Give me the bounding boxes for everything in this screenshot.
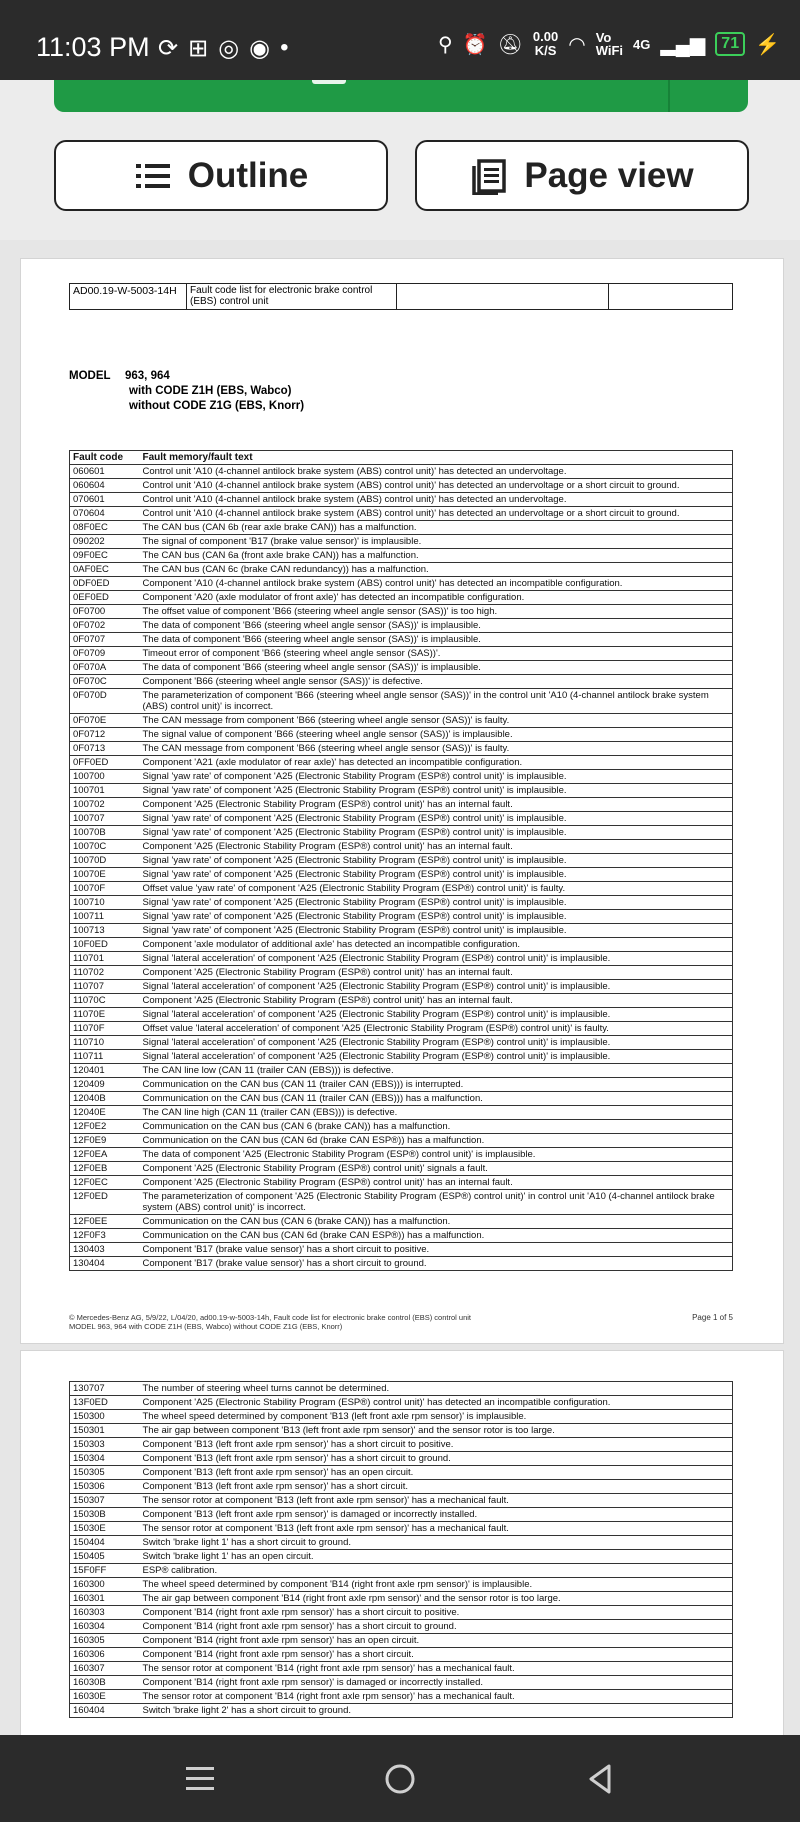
table-row bbox=[70, 1424, 733, 1438]
fault-text: The signal value of component 'B66 (steering wheel angle sensor (SAS))' is implausible. bbox=[140, 728, 733, 742]
fault-code: 110710 bbox=[70, 1036, 140, 1050]
fault-code: 150304 bbox=[70, 1452, 140, 1466]
fault-code: 0DF0ED bbox=[70, 577, 140, 591]
fault-code: 10070B bbox=[70, 826, 140, 840]
fault-code: 0FF0ED bbox=[70, 756, 140, 770]
location-icon: ⚲ bbox=[437, 33, 453, 56]
fault-text: Component 'A25 (Electronic Stability Program (ESP®) control unit)' has an internal fault. bbox=[140, 1176, 733, 1190]
fault-code: 150300 bbox=[70, 1410, 140, 1424]
fault-text: The air gap between component 'B14 (right front axle rpm sensor)' and the sensor rotor is too large. bbox=[140, 1592, 733, 1606]
fault-text: Component 'B13 (left front axle rpm sensor)' has a short circuit to positive. bbox=[140, 1438, 733, 1452]
table-row bbox=[70, 896, 733, 910]
fault-code: 100701 bbox=[70, 784, 140, 798]
dot-icon: • bbox=[280, 34, 289, 61]
fault-text: Communication on the CAN bus (CAN 11 (trailer CAN (EBS))) is interrupted. bbox=[140, 1078, 733, 1092]
table-row bbox=[70, 605, 733, 619]
network-speed: 0.00 K/S bbox=[532, 29, 559, 58]
table-row bbox=[70, 840, 733, 854]
fault-code: 0F0707 bbox=[70, 633, 140, 647]
fault-text: Signal 'lateral acceleration' of component 'A25 (Electronic Stability Program (ESP®) control unit)' is implausible. bbox=[140, 1008, 733, 1022]
battery-indicator: 71 bbox=[715, 32, 745, 56]
table-row bbox=[70, 1148, 733, 1162]
table-row bbox=[70, 493, 733, 507]
fault-text: Signal 'yaw rate' of component 'A25 (Electronic Stability Program (ESP®) control unit)' is implausible. bbox=[140, 924, 733, 938]
table-row bbox=[70, 1704, 733, 1718]
fault-text: Component 'A25 (Electronic Stability Program (ESP®) control unit)' signals a fault. bbox=[140, 1162, 733, 1176]
table-row bbox=[70, 549, 733, 563]
fault-text: The air gap between component 'B13 (left front axle rpm sensor)' and the sensor rotor is too large. bbox=[140, 1424, 733, 1438]
column-header-code: Fault code bbox=[70, 451, 140, 465]
fault-text: Communication on the CAN bus (CAN 11 (trailer CAN (EBS))) has a malfunction. bbox=[140, 1092, 733, 1106]
fault-text: Communication on the CAN bus (CAN 6 (brake CAN)) has a malfunction. bbox=[140, 1120, 733, 1134]
fault-text: Signal 'lateral acceleration' of component 'A25 (Electronic Stability Program (ESP®) control unit)' is implausible. bbox=[140, 980, 733, 994]
fault-text: The CAN message from component 'B66 (steering wheel angle sensor (SAS))' is faulty. bbox=[140, 742, 733, 756]
model-with-code: with CODE Z1H (EBS, Wabco) bbox=[129, 385, 292, 397]
fault-code: 0F0713 bbox=[70, 742, 140, 756]
document-viewer[interactable] bbox=[0, 240, 800, 1735]
charging-icon: ⚡ bbox=[755, 33, 780, 56]
fault-code: 150303 bbox=[70, 1438, 140, 1452]
status-time: 11:03 PM bbox=[36, 32, 150, 62]
fault-code: 12F0EC bbox=[70, 1176, 140, 1190]
fault-text: The parameterization of component 'A25 (Electronic Stability Program (ESP®) control unit)' in control unit 'A10 (4-channel antilock brake system (ABS) control unit)' is incorrect. bbox=[140, 1190, 733, 1215]
fault-code: 110707 bbox=[70, 980, 140, 994]
table-row bbox=[70, 1508, 733, 1522]
document-page-1 bbox=[20, 258, 784, 1344]
table-row bbox=[70, 1536, 733, 1550]
fault-code: 130707 bbox=[70, 1382, 140, 1396]
fault-text: Timeout error of component 'B66 (steering wheel angle sensor (SAS))'. bbox=[140, 647, 733, 661]
document-title: Fault code list for electronic brake control (EBS) control unit bbox=[187, 284, 397, 309]
fault-code: 08F0EC bbox=[70, 521, 140, 535]
fault-text: Control unit 'A10 (4-channel antilock brake system (ABS) control unit)' has detected an undervoltage or a short circuit to ground. bbox=[140, 507, 733, 521]
fault-code: 15F0FF bbox=[70, 1564, 140, 1578]
fault-code: 12F0EB bbox=[70, 1162, 140, 1176]
action-bar-divider bbox=[668, 80, 670, 112]
status-bar bbox=[0, 0, 800, 80]
table-row bbox=[70, 507, 733, 521]
fault-code: 060604 bbox=[70, 479, 140, 493]
table-row bbox=[70, 1008, 733, 1022]
table-row bbox=[70, 756, 733, 770]
table-row bbox=[70, 1480, 733, 1494]
fault-code: 130404 bbox=[70, 1257, 140, 1271]
table-row bbox=[70, 1452, 733, 1466]
table-row bbox=[70, 591, 733, 605]
fault-text: Component 'B17 (brake value sensor)' has a short circuit to ground. bbox=[140, 1257, 733, 1271]
fault-code-table-continued bbox=[69, 1381, 733, 1718]
fault-text: The offset value of component 'B66 (steering wheel angle sensor (SAS))' is too high. bbox=[140, 605, 733, 619]
fault-text: Component 'B13 (left front axle rpm sensor)' has a short circuit to ground. bbox=[140, 1452, 733, 1466]
fault-code: 11070E bbox=[70, 1008, 140, 1022]
fault-code: 13F0ED bbox=[70, 1396, 140, 1410]
table-row bbox=[70, 1176, 733, 1190]
table-row bbox=[70, 742, 733, 756]
fault-text: Signal 'yaw rate' of component 'A25 (Electronic Stability Program (ESP®) control unit)' is implausible. bbox=[140, 868, 733, 882]
fault-code: 0F070D bbox=[70, 689, 140, 714]
fault-text: The CAN bus (CAN 6b (rear axle brake CAN)) has a malfunction. bbox=[140, 521, 733, 535]
table-row bbox=[70, 910, 733, 924]
list-icon bbox=[134, 157, 172, 195]
fault-code: 060601 bbox=[70, 465, 140, 479]
fault-code: 0F070A bbox=[70, 661, 140, 675]
fault-code: 110701 bbox=[70, 952, 140, 966]
model-without-code: without CODE Z1G (EBS, Knorr) bbox=[129, 400, 305, 412]
fault-text: Signal 'lateral acceleration' of component 'A25 (Electronic Stability Program (ESP®) control unit)' is implausible. bbox=[140, 1036, 733, 1050]
fault-code: 100702 bbox=[70, 798, 140, 812]
table-row bbox=[70, 938, 733, 952]
table-header-row bbox=[70, 451, 733, 465]
fault-code: 160301 bbox=[70, 1592, 140, 1606]
table-row bbox=[70, 1634, 733, 1648]
table-row bbox=[70, 675, 733, 689]
whatsapp-icon: ◎ bbox=[218, 35, 240, 62]
fault-code-table bbox=[69, 450, 733, 1271]
table-row bbox=[70, 854, 733, 868]
table-row bbox=[70, 689, 733, 714]
page-view-label: Page view bbox=[524, 155, 694, 195]
fault-text: The parameterization of component 'B66 (steering wheel angle sensor (SAS))' in the control unit 'A10 (4-channel antilock brake system (ABS) control unit)' is incorrect. bbox=[140, 689, 733, 714]
table-row bbox=[70, 1410, 733, 1424]
table-row bbox=[70, 1550, 733, 1564]
table-row bbox=[70, 826, 733, 840]
fault-text: Component 'B17 (brake value sensor)' has a short circuit to positive. bbox=[140, 1243, 733, 1257]
fault-code: 11070C bbox=[70, 994, 140, 1008]
table-row bbox=[70, 1050, 733, 1064]
back-icon[interactable] bbox=[582, 1761, 618, 1797]
page-view-icon bbox=[470, 157, 508, 195]
fault-code: 120401 bbox=[70, 1064, 140, 1078]
fault-text: Signal 'yaw rate' of component 'A25 (Electronic Stability Program (ESP®) control unit)' is implausible. bbox=[140, 896, 733, 910]
navigation-bar bbox=[0, 1735, 800, 1822]
table-row bbox=[70, 1396, 733, 1410]
whatsapp-business-icon: ◉ bbox=[249, 35, 271, 62]
column-header-text: Fault memory/fault text bbox=[140, 451, 733, 465]
fault-text: Switch 'brake light 2' has a short circuit to ground. bbox=[140, 1704, 733, 1718]
fault-text: The signal of component 'B17 (brake value sensor)' is implausible. bbox=[140, 535, 733, 549]
table-row bbox=[70, 1243, 733, 1257]
document-page-2 bbox=[20, 1350, 784, 1735]
fault-code: 11070F bbox=[70, 1022, 140, 1036]
table-row bbox=[70, 1162, 733, 1176]
fault-text: The wheel speed determined by component 'B13 (left front axle rpm sensor)' is implausible. bbox=[140, 1410, 733, 1424]
fault-code: 12F0ED bbox=[70, 1190, 140, 1215]
fault-code: 12F0F3 bbox=[70, 1229, 140, 1243]
fault-text: Component 'B13 (left front axle rpm sensor)' is damaged or incorrectly installed. bbox=[140, 1508, 733, 1522]
fault-code: 0F0709 bbox=[70, 647, 140, 661]
fault-code: 160305 bbox=[70, 1634, 140, 1648]
outline-label: Outline bbox=[187, 155, 309, 195]
fault-code: 10F0ED bbox=[70, 938, 140, 952]
fault-text: The CAN bus (CAN 6a (front axle brake CAN)) has a malfunction. bbox=[140, 549, 733, 563]
fault-code: 10070F bbox=[70, 882, 140, 896]
fault-code: 160404 bbox=[70, 1704, 140, 1718]
gamepad-icon: ⊞ bbox=[188, 35, 209, 62]
table-row bbox=[70, 1606, 733, 1620]
fault-code: 15030E bbox=[70, 1522, 140, 1536]
fault-code: 100700 bbox=[70, 770, 140, 784]
table-row bbox=[70, 1106, 733, 1120]
table-row bbox=[70, 535, 733, 549]
table-row bbox=[70, 1022, 733, 1036]
mute-icon: 🔕︎ bbox=[497, 33, 523, 56]
fault-text: Control unit 'A10 (4-channel antilock brake system (ABS) control unit)' has detected an undervoltage. bbox=[140, 493, 733, 507]
fault-code: 150305 bbox=[70, 1466, 140, 1480]
fault-text: ESP® calibration. bbox=[140, 1564, 733, 1578]
fault-code: 10070E bbox=[70, 868, 140, 882]
fault-text: Signal 'yaw rate' of component 'A25 (Electronic Stability Program (ESP®) control unit)' is implausible. bbox=[140, 812, 733, 826]
table-row bbox=[70, 1078, 733, 1092]
table-row bbox=[70, 728, 733, 742]
fault-code: 12F0EA bbox=[70, 1148, 140, 1162]
table-row bbox=[70, 619, 733, 633]
fault-text: The CAN bus (CAN 6c (brake CAN redundancy)) has a malfunction. bbox=[140, 563, 733, 577]
fault-text: The sensor rotor at component 'B13 (left front axle rpm sensor)' has a mechanical fault. bbox=[140, 1494, 733, 1508]
fault-text: Signal 'lateral acceleration' of component 'A25 (Electronic Stability Program (ESP®) control unit)' is implausible. bbox=[140, 1050, 733, 1064]
table-row bbox=[70, 1494, 733, 1508]
fault-text: Control unit 'A10 (4-channel antilock brake system (ABS) control unit)' has detected an undervoltage. bbox=[140, 465, 733, 479]
table-row bbox=[70, 1676, 733, 1690]
document-header bbox=[69, 283, 733, 310]
fault-code: 10070D bbox=[70, 854, 140, 868]
fault-code: 070604 bbox=[70, 507, 140, 521]
fault-text: The sensor rotor at component 'B13 (left front axle rpm sensor)' has a mechanical fault. bbox=[140, 1522, 733, 1536]
action-bar-handle bbox=[312, 80, 346, 84]
fault-code: 16030B bbox=[70, 1676, 140, 1690]
fault-text: Component 'A10 (4-channel antilock brake system (ABS) control unit)' has detected an incompatible configuration. bbox=[140, 577, 733, 591]
table-row bbox=[70, 994, 733, 1008]
table-row bbox=[70, 521, 733, 535]
fault-code: 090202 bbox=[70, 535, 140, 549]
table-row bbox=[70, 1522, 733, 1536]
fault-code: 150405 bbox=[70, 1550, 140, 1564]
fault-code: 0F070C bbox=[70, 675, 140, 689]
table-row bbox=[70, 1190, 733, 1215]
table-row bbox=[70, 1257, 733, 1271]
network-type: 4G bbox=[633, 36, 651, 52]
table-row bbox=[70, 1229, 733, 1243]
fault-text: Signal 'yaw rate' of component 'A25 (Electronic Stability Program (ESP®) control unit)' is implausible. bbox=[140, 770, 733, 784]
fault-text: Component 'B14 (right front axle rpm sensor)' has a short circuit. bbox=[140, 1648, 733, 1662]
table-row bbox=[70, 647, 733, 661]
fault-text: The sensor rotor at component 'B14 (right front axle rpm sensor)' has a mechanical fault. bbox=[140, 1690, 733, 1704]
table-row bbox=[70, 1134, 733, 1148]
fault-code: 12F0EE bbox=[70, 1215, 140, 1229]
fault-text: Switch 'brake light 1' has an open circuit. bbox=[140, 1550, 733, 1564]
fault-code: 100707 bbox=[70, 812, 140, 826]
footer-copyright: © Mercedes-Benz AG, 5/9/22, L/04/20, ad00.19-w-5003-14h, Fault code list for electronic brake control (EBS) control unit bbox=[69, 1313, 471, 1322]
table-row bbox=[70, 1620, 733, 1634]
table-row bbox=[70, 798, 733, 812]
table-row bbox=[70, 577, 733, 591]
table-row bbox=[70, 952, 733, 966]
fault-code: 0AF0EC bbox=[70, 563, 140, 577]
table-row bbox=[70, 1578, 733, 1592]
fault-text: The CAN line high (CAN 11 (trailer CAN (EBS))) is defective. bbox=[140, 1106, 733, 1120]
fault-code: 160306 bbox=[70, 1648, 140, 1662]
table-row bbox=[70, 563, 733, 577]
fault-code: 150307 bbox=[70, 1494, 140, 1508]
fault-code: 160307 bbox=[70, 1662, 140, 1676]
page-number: Page 1 of 5 bbox=[692, 1313, 733, 1322]
fault-text: Component 'A25 (Electronic Stability Program (ESP®) control unit)' has an internal fault. bbox=[140, 840, 733, 854]
fault-text: Component 'B13 (left front axle rpm sensor)' has an open circuit. bbox=[140, 1466, 733, 1480]
fault-text: The number of steering wheel turns cannot be determined. bbox=[140, 1382, 733, 1396]
sync-icon: ⟳ bbox=[158, 35, 179, 62]
header-empty-cell bbox=[397, 284, 609, 309]
document-id: AD00.19-W-5003-14H bbox=[70, 284, 187, 309]
fault-code: 0F0712 bbox=[70, 728, 140, 742]
table-row bbox=[70, 1690, 733, 1704]
table-row bbox=[70, 1648, 733, 1662]
fault-text: The data of component 'B66 (steering wheel angle sensor (SAS))' is implausible. bbox=[140, 619, 733, 633]
fault-code: 09F0EC bbox=[70, 549, 140, 563]
fault-code: 16030E bbox=[70, 1690, 140, 1704]
fault-code: 100711 bbox=[70, 910, 140, 924]
table-row bbox=[70, 882, 733, 896]
table-row bbox=[70, 966, 733, 980]
table-row bbox=[70, 868, 733, 882]
fault-text: Component 'B14 (right front axle rpm sensor)' has an open circuit. bbox=[140, 1634, 733, 1648]
fault-code: 110711 bbox=[70, 1050, 140, 1064]
table-row bbox=[70, 1466, 733, 1480]
table-row bbox=[70, 714, 733, 728]
table-row bbox=[70, 1382, 733, 1396]
fault-text: Signal 'lateral acceleration' of component 'A25 (Electronic Stability Program (ESP®) control unit)' is implausible. bbox=[140, 952, 733, 966]
fault-code: 12F0E9 bbox=[70, 1134, 140, 1148]
fault-code: 120409 bbox=[70, 1078, 140, 1092]
fault-text: Component 'B14 (right front axle rpm sensor)' has a short circuit to ground. bbox=[140, 1620, 733, 1634]
fault-text: Offset value 'yaw rate' of component 'A25 (Electronic Stability Program (ESP®) control unit)' is faulty. bbox=[140, 882, 733, 896]
fault-text: Component 'B14 (right front axle rpm sensor)' has a short circuit to positive. bbox=[140, 1606, 733, 1620]
fault-text: Component 'A25 (Electronic Stability Program (ESP®) control unit)' has an internal fault. bbox=[140, 994, 733, 1008]
table-row bbox=[70, 1564, 733, 1578]
fault-code: 10070C bbox=[70, 840, 140, 854]
fault-text: The data of component 'B66 (steering wheel angle sensor (SAS))' is implausible. bbox=[140, 633, 733, 647]
alarm-icon: ⏰ bbox=[462, 33, 488, 56]
outline-button[interactable] bbox=[54, 140, 388, 211]
fault-code: 150404 bbox=[70, 1536, 140, 1550]
page-footer bbox=[69, 1313, 733, 1331]
fault-text: Component 'A21 (axle modulator of rear axle)' has detected an incompatible configuration. bbox=[140, 756, 733, 770]
fault-code: 0EF0ED bbox=[70, 591, 140, 605]
table-row bbox=[70, 661, 733, 675]
fault-code: 070601 bbox=[70, 493, 140, 507]
page-view-button[interactable] bbox=[415, 140, 749, 211]
wifi-icon: ◠ bbox=[568, 33, 586, 56]
recent-apps-icon[interactable] bbox=[182, 1761, 218, 1797]
fault-text: Offset value 'lateral acceleration' of component 'A25 (Electronic Stability Program (ESP®) control unit)' is faulty. bbox=[140, 1022, 733, 1036]
table-row bbox=[70, 980, 733, 994]
fault-text: Component 'B14 (right front axle rpm sensor)' is damaged or incorrectly installed. bbox=[140, 1676, 733, 1690]
table-row bbox=[70, 633, 733, 647]
fault-text: Control unit 'A10 (4-channel antilock brake system (ABS) control unit)' has detected an undervoltage or a short circuit to ground. bbox=[140, 479, 733, 493]
fault-text: Signal 'yaw rate' of component 'A25 (Electronic Stability Program (ESP®) control unit)' is implausible. bbox=[140, 826, 733, 840]
table-row bbox=[70, 1592, 733, 1606]
header-empty-cell bbox=[609, 284, 732, 309]
fault-code: 12040B bbox=[70, 1092, 140, 1106]
fault-code: 150301 bbox=[70, 1424, 140, 1438]
model-label: MODEL bbox=[69, 370, 111, 382]
fault-code: 110702 bbox=[70, 966, 140, 980]
fault-text: Communication on the CAN bus (CAN 6d (brake CAN ESP®)) has a malfunction. bbox=[140, 1229, 733, 1243]
fault-text: Component 'axle modulator of additional axle' has detected an incompatible configuration. bbox=[140, 938, 733, 952]
model-info bbox=[69, 369, 304, 414]
fault-text: The CAN message from component 'B66 (steering wheel angle sensor (SAS))' is faulty. bbox=[140, 714, 733, 728]
table-row bbox=[70, 1662, 733, 1676]
notification-icons bbox=[158, 34, 289, 63]
home-icon[interactable] bbox=[382, 1761, 418, 1797]
table-row bbox=[70, 1092, 733, 1106]
fault-text: Signal 'yaw rate' of component 'A25 (Electronic Stability Program (ESP®) control unit)' is implausible. bbox=[140, 784, 733, 798]
fault-code: 0F0702 bbox=[70, 619, 140, 633]
fault-text: The CAN line low (CAN 11 (trailer CAN (EBS))) is defective. bbox=[140, 1064, 733, 1078]
table-row bbox=[70, 1438, 733, 1452]
fault-code: 15030B bbox=[70, 1508, 140, 1522]
fault-text: Switch 'brake light 1' has a short circuit to ground. bbox=[140, 1536, 733, 1550]
vowifi-label: Vo WiFi bbox=[595, 30, 624, 58]
model-numbers: 963, 964 bbox=[125, 370, 170, 382]
table-row bbox=[70, 1120, 733, 1134]
table-row bbox=[70, 1215, 733, 1229]
fault-text: Signal 'yaw rate' of component 'A25 (Electronic Stability Program (ESP®) control unit)' is implausible. bbox=[140, 910, 733, 924]
fault-text: Communication on the CAN bus (CAN 6 (brake CAN)) has a malfunction. bbox=[140, 1215, 733, 1229]
fault-text: Communication on the CAN bus (CAN 6d (brake CAN ESP®)) has a malfunction. bbox=[140, 1134, 733, 1148]
fault-code: 0F0700 bbox=[70, 605, 140, 619]
fault-code: 130403 bbox=[70, 1243, 140, 1257]
fault-text: The data of component 'A25 (Electronic Stability Program (ESP®) control unit)' is implausible. bbox=[140, 1148, 733, 1162]
signal-icon: ▂▄▆ bbox=[660, 33, 706, 56]
table-row bbox=[70, 465, 733, 479]
fault-code: 100713 bbox=[70, 924, 140, 938]
table-row bbox=[70, 1036, 733, 1050]
fault-text: The sensor rotor at component 'B14 (right front axle rpm sensor)' has a mechanical fault. bbox=[140, 1662, 733, 1676]
fault-text: The data of component 'B66 (steering wheel angle sensor (SAS))' is implausible. bbox=[140, 661, 733, 675]
fault-text: Component 'B13 (left front axle rpm sensor)' has a short circuit. bbox=[140, 1480, 733, 1494]
fault-code: 160303 bbox=[70, 1606, 140, 1620]
fault-code: 100710 bbox=[70, 896, 140, 910]
fault-text: Component 'A25 (Electronic Stability Program (ESP®) control unit)' has an internal fault. bbox=[140, 966, 733, 980]
table-row bbox=[70, 812, 733, 826]
table-row bbox=[70, 479, 733, 493]
fault-code: 12F0E2 bbox=[70, 1120, 140, 1134]
fault-code: 0F070E bbox=[70, 714, 140, 728]
fault-code: 160304 bbox=[70, 1620, 140, 1634]
fault-text: Component 'A25 (Electronic Stability Program (ESP®) control unit)' has detected an incompatible configuration. bbox=[140, 1396, 733, 1410]
fault-code: 150306 bbox=[70, 1480, 140, 1494]
table-row bbox=[70, 784, 733, 798]
footer-model: MODEL 963, 964 with CODE Z1H (EBS, Wabco) without CODE Z1G (EBS, Knorr) bbox=[69, 1322, 343, 1331]
top-action-bar[interactable] bbox=[54, 80, 748, 112]
table-row bbox=[70, 924, 733, 938]
table-row bbox=[70, 770, 733, 784]
fault-code: 160300 bbox=[70, 1578, 140, 1592]
fault-text: Signal 'yaw rate' of component 'A25 (Electronic Stability Program (ESP®) control unit)' is implausible. bbox=[140, 854, 733, 868]
fault-code: 12040E bbox=[70, 1106, 140, 1120]
fault-text: Component 'A20 (axle modulator of front axle)' has detected an incompatible configuration. bbox=[140, 591, 733, 605]
fault-text: Component 'B66 (steering wheel angle sensor (SAS))' is defective. bbox=[140, 675, 733, 689]
fault-text: The wheel speed determined by component 'B14 (right front axle rpm sensor)' is implausible. bbox=[140, 1578, 733, 1592]
fault-text: Component 'A25 (Electronic Stability Program (ESP®) control unit)' has an internal fault. bbox=[140, 798, 733, 812]
table-row bbox=[70, 1064, 733, 1078]
